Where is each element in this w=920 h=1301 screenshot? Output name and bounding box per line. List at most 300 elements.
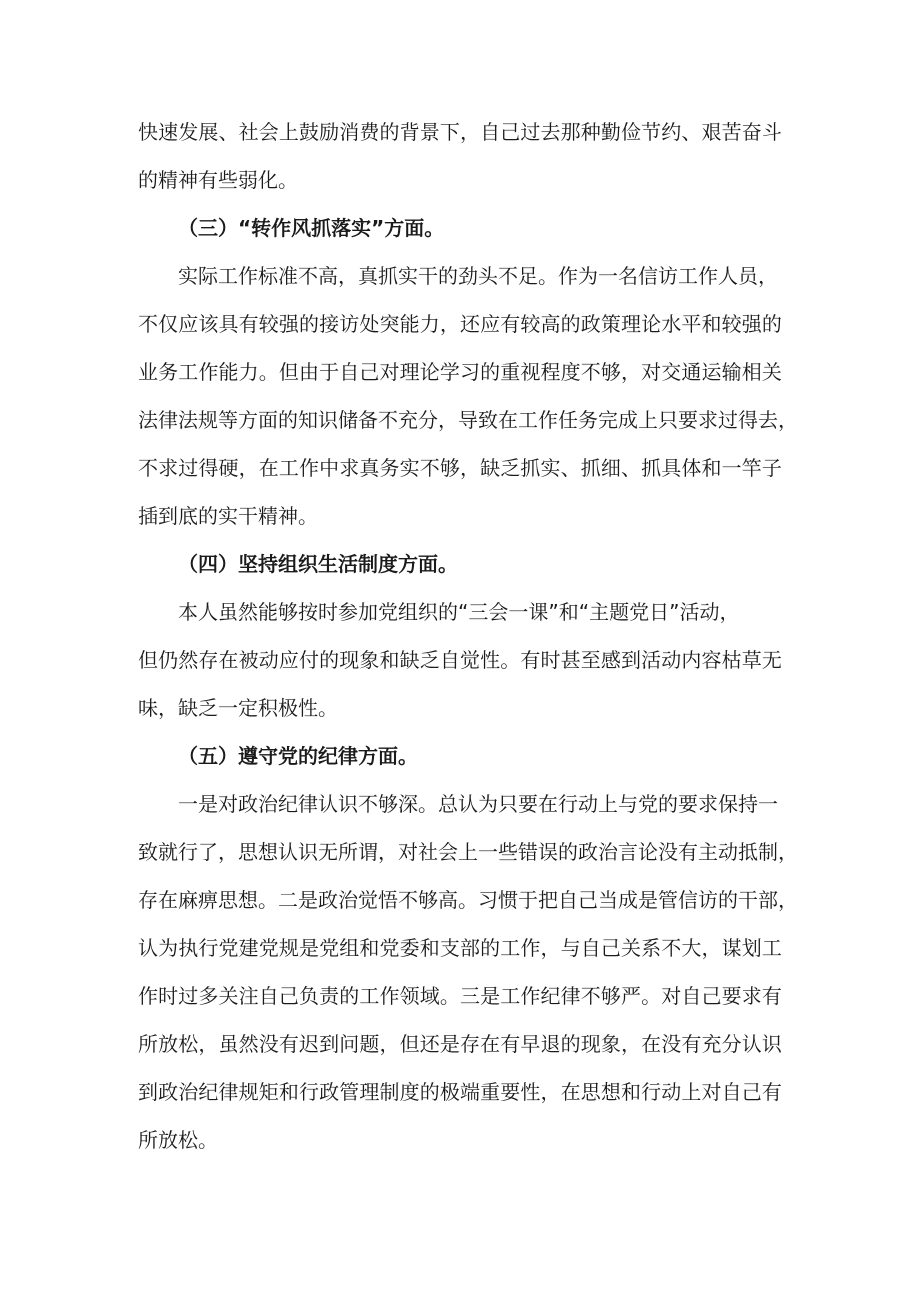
glyph: 较	[520, 312, 541, 336]
glyph: 对	[398, 840, 418, 864]
glyph: 求	[741, 984, 762, 1008]
glyph: 高	[438, 888, 458, 912]
glyph: 力	[238, 360, 259, 384]
glyph: 在	[258, 456, 279, 480]
glyph: 还	[419, 1032, 440, 1056]
glyph: 够	[418, 888, 438, 912]
glyph: 然	[178, 648, 199, 672]
glyph: 把	[538, 888, 558, 912]
glyph: 在	[560, 1080, 581, 1104]
glyph: 学	[439, 360, 460, 384]
glyph: 成	[618, 888, 638, 912]
glyph: 自	[681, 984, 702, 1008]
glyph: 过	[178, 984, 199, 1008]
glyph: ，	[778, 888, 798, 912]
glyph: 端	[460, 1080, 480, 1104]
glyph: 运	[701, 360, 722, 384]
glyph: 自	[258, 984, 279, 1008]
glyph: 重	[480, 1080, 501, 1104]
glyph: 过	[178, 456, 199, 480]
glyph: 虽	[218, 1032, 239, 1056]
glyph: 、	[621, 456, 641, 480]
glyph: 行	[641, 1080, 662, 1104]
glyph: 去	[540, 120, 561, 144]
glyph: 没	[258, 1032, 279, 1056]
glyph: 分	[721, 1032, 742, 1056]
glyph: 于	[518, 888, 538, 912]
glyph: 动	[661, 648, 682, 672]
glyph: 抓	[520, 456, 541, 480]
glyph: 还	[460, 312, 480, 336]
glyph: 不	[580, 360, 601, 384]
glyph: 只	[658, 408, 678, 432]
glyph: 律	[158, 408, 178, 432]
glyph: 己	[359, 360, 380, 384]
glyph: ，	[379, 1032, 400, 1056]
glyph: 仅	[158, 312, 179, 336]
glyph: 不	[138, 456, 158, 480]
glyph: 和	[278, 1080, 299, 1104]
glyph: 是	[638, 888, 658, 912]
glyph: 思	[218, 888, 238, 912]
glyph: 纪	[198, 1080, 219, 1104]
glyph: 充	[398, 408, 418, 432]
paragraph-line: 实际工作标准不高，真抓实干的劲头不足。作为一名信访工作人员，	[178, 264, 778, 288]
glyph: 严	[621, 984, 641, 1008]
glyph: 与	[560, 936, 581, 960]
glyph: 实	[399, 456, 420, 480]
glyph: 和	[359, 936, 380, 960]
glyph: 艰	[701, 120, 722, 144]
section-heading-5: （五）遵守党的纪律方面。	[178, 744, 418, 768]
glyph: 多	[198, 984, 219, 1008]
glyph: 务	[379, 456, 400, 480]
glyph: 问	[339, 1032, 360, 1056]
glyph: 导	[458, 408, 478, 432]
glyph: 过	[520, 120, 541, 144]
glyph: 责	[319, 984, 340, 1008]
glyph: 象	[359, 648, 380, 672]
glyph: ，	[621, 1032, 641, 1056]
glyph: 党	[379, 936, 400, 960]
glyph: 中	[319, 456, 340, 480]
glyph: 工	[761, 936, 782, 960]
glyph: 被	[238, 648, 259, 672]
glyph: 强	[278, 312, 299, 336]
glyph: 不	[661, 936, 682, 960]
glyph: 俭	[621, 120, 641, 144]
glyph: 面	[258, 408, 278, 432]
glyph: 和	[621, 1080, 641, 1104]
glyph: 的	[558, 840, 578, 864]
glyph: 觉	[358, 888, 378, 912]
glyph: 作	[299, 456, 319, 480]
glyph: 竿	[741, 456, 762, 480]
glyph: 成	[618, 408, 638, 432]
glyph: 动	[718, 840, 738, 864]
glyph: 分	[418, 408, 438, 432]
glyph: 组	[339, 936, 360, 960]
glyph: 平	[681, 312, 702, 336]
glyph: 够	[600, 360, 621, 384]
glyph: 己	[278, 984, 299, 1008]
glyph: 规	[198, 408, 218, 432]
glyph: 内	[681, 648, 702, 672]
glyph: 致	[138, 840, 158, 864]
glyph: 要	[721, 984, 742, 1008]
glyph: 律	[218, 1080, 239, 1104]
glyph: 论	[641, 312, 662, 336]
glyph: 斗	[761, 120, 782, 144]
glyph: 习	[478, 888, 498, 912]
glyph: 工	[500, 936, 521, 960]
glyph: 不	[138, 312, 158, 336]
glyph: 得	[198, 456, 219, 480]
glyph: 时	[540, 648, 561, 672]
glyph: 上	[681, 1080, 702, 1104]
glyph: 、	[218, 120, 239, 144]
glyph: 的	[560, 1032, 581, 1056]
glyph: 展	[198, 120, 219, 144]
glyph: 感	[600, 648, 621, 672]
glyph: 自	[580, 936, 601, 960]
glyph: 具	[661, 456, 682, 480]
glyph: 接	[319, 312, 340, 336]
glyph: 鼓	[299, 120, 319, 144]
glyph: 强	[741, 312, 762, 336]
glyph: 系	[641, 936, 662, 960]
glyph: 在	[498, 408, 518, 432]
glyph: 在	[218, 648, 239, 672]
glyph: 消	[339, 120, 360, 144]
glyph: 工	[178, 360, 199, 384]
glyph: 觉	[460, 648, 480, 672]
glyph: 要	[500, 1080, 521, 1104]
glyph: 和	[701, 456, 722, 480]
glyph: 执	[178, 936, 199, 960]
glyph: 划	[741, 936, 762, 960]
glyph: 不	[419, 456, 440, 480]
glyph: 、	[681, 120, 702, 144]
glyph: 和	[379, 648, 400, 672]
glyph: 重	[500, 360, 521, 384]
glyph: 的	[319, 648, 340, 672]
glyph: 管	[658, 888, 678, 912]
glyph: 该	[198, 312, 219, 336]
glyph: 二	[278, 888, 298, 912]
glyph: 乏	[500, 456, 521, 480]
glyph: 没	[661, 1032, 682, 1056]
glyph: 是	[480, 984, 501, 1008]
glyph: 勤	[600, 120, 621, 144]
glyph: 度	[560, 360, 581, 384]
glyph: 硬	[218, 456, 239, 480]
glyph: 对	[641, 360, 662, 384]
glyph: 抵	[738, 840, 758, 864]
glyph: 访	[698, 888, 718, 912]
glyph: 注	[238, 984, 259, 1008]
glyph: 习	[460, 360, 480, 384]
glyph: 会	[438, 840, 458, 864]
glyph: 访	[339, 312, 360, 336]
glyph: 社	[418, 840, 438, 864]
glyph: 早	[520, 1032, 541, 1056]
glyph: 规	[278, 936, 299, 960]
glyph: 治	[598, 840, 618, 864]
glyph: 作	[379, 984, 400, 1008]
glyph: 备	[358, 408, 378, 432]
glyph: 错	[518, 840, 538, 864]
glyph: 通	[681, 360, 702, 384]
glyph: 理	[399, 360, 420, 384]
paragraph-line	[138, 454, 782, 482]
glyph: ，	[701, 936, 722, 960]
glyph: 付	[299, 648, 319, 672]
glyph: 抓	[580, 456, 601, 480]
glyph: 务	[578, 408, 598, 432]
glyph: 节	[641, 120, 662, 144]
glyph: 草	[741, 648, 762, 672]
glyph: 。	[258, 888, 278, 912]
glyph: 关	[218, 984, 239, 1008]
glyph: 理	[359, 1080, 380, 1104]
glyph: 在	[641, 1032, 662, 1056]
glyph: 误	[538, 840, 558, 864]
glyph: 但	[138, 648, 158, 672]
glyph: 发	[178, 120, 199, 144]
glyph: 领	[399, 984, 420, 1008]
glyph: 但	[278, 360, 299, 384]
paragraph-line	[138, 118, 782, 146]
glyph: 认	[278, 840, 298, 864]
glyph: 完	[598, 408, 618, 432]
glyph: 和	[701, 312, 722, 336]
glyph: ，	[540, 936, 561, 960]
glyph: 政	[578, 840, 598, 864]
glyph: 三	[460, 984, 480, 1008]
glyph: 工	[359, 984, 380, 1008]
glyph: 程	[540, 360, 561, 384]
paragraph-line: 插到底的实干精神。	[138, 504, 318, 528]
glyph: 速	[158, 120, 179, 144]
glyph: 想	[238, 888, 258, 912]
glyph: ，	[218, 840, 238, 864]
glyph: 自	[721, 1080, 742, 1104]
glyph: 细	[600, 456, 621, 480]
glyph: 工	[518, 408, 538, 432]
glyph: 。	[641, 984, 662, 1008]
paragraph-line	[138, 838, 798, 866]
glyph: 想	[258, 840, 278, 864]
glyph: 策	[600, 312, 621, 336]
glyph: 政	[158, 1080, 179, 1104]
glyph: 己	[701, 984, 722, 1008]
glyph: 一	[478, 840, 498, 864]
glyph: 奋	[741, 120, 762, 144]
glyph: 现	[339, 648, 360, 672]
glyph: 无	[318, 840, 338, 864]
glyph: 信	[678, 888, 698, 912]
glyph: 建	[238, 936, 259, 960]
glyph: 认	[741, 1032, 762, 1056]
glyph: 突	[379, 312, 400, 336]
glyph: 不	[398, 888, 418, 912]
glyph: 党	[258, 936, 279, 960]
glyph: 认	[138, 936, 158, 960]
glyph: 仍	[158, 648, 179, 672]
glyph: 甚	[560, 648, 581, 672]
glyph: ，	[540, 1080, 561, 1104]
glyph: 对	[701, 1080, 722, 1104]
glyph: 那	[560, 120, 581, 144]
glyph: 够	[439, 456, 460, 480]
glyph: 的	[718, 888, 738, 912]
glyph: 当	[598, 888, 618, 912]
glyph: 具	[218, 312, 239, 336]
glyph: 高	[540, 312, 561, 336]
glyph: 存	[460, 1032, 480, 1056]
glyph: 党	[319, 936, 340, 960]
glyph: 致	[478, 408, 498, 432]
glyph: 较	[721, 312, 742, 336]
glyph: 务	[158, 360, 179, 384]
glyph: 不	[580, 984, 601, 1008]
glyph: ，	[460, 120, 480, 144]
glyph: 治	[178, 1080, 199, 1104]
glyph: 充	[701, 1032, 722, 1056]
glyph: 为	[158, 936, 179, 960]
glyph: 有	[500, 312, 521, 336]
glyph: 退	[540, 1032, 561, 1056]
glyph: 。	[439, 984, 460, 1008]
glyph: 得	[738, 408, 758, 432]
paragraph-line: 的精神有些弱化。	[138, 168, 298, 192]
glyph: 迟	[299, 1032, 319, 1056]
glyph: 法	[178, 408, 198, 432]
glyph: 言	[618, 840, 638, 864]
glyph: 无	[761, 648, 782, 672]
glyph: 真	[359, 456, 380, 480]
glyph: 支	[439, 936, 460, 960]
glyph: 部	[758, 888, 778, 912]
glyph: 。	[258, 360, 279, 384]
glyph: 费	[359, 120, 380, 144]
glyph: 交	[661, 360, 682, 384]
glyph: 治	[338, 888, 358, 912]
glyph: 有	[238, 312, 259, 336]
glyph: 域	[419, 984, 440, 1008]
glyph: 水	[661, 312, 682, 336]
glyph: 缺	[480, 456, 501, 480]
glyph: 党	[218, 936, 239, 960]
glyph: 一	[721, 456, 742, 480]
glyph: 负	[299, 984, 319, 1008]
glyph: 枯	[721, 648, 742, 672]
glyph: 到	[621, 648, 641, 672]
glyph: 管	[339, 1080, 360, 1104]
glyph: 抓	[641, 456, 662, 480]
paragraph-line: 一是对政治纪律认识不够深。总认为只要在行动上与党的要求保持一	[178, 792, 778, 816]
glyph: 作	[538, 408, 558, 432]
glyph: 去	[758, 408, 778, 432]
glyph: 度	[399, 1080, 420, 1104]
glyph: 自	[339, 360, 360, 384]
glyph: 纪	[540, 984, 561, 1008]
glyph: 想	[600, 1080, 621, 1104]
glyph: 极	[439, 1080, 460, 1104]
glyph: 己	[578, 888, 598, 912]
glyph: 苦	[721, 120, 742, 144]
glyph: 己	[600, 936, 621, 960]
glyph: 快	[138, 120, 158, 144]
paragraph-line	[138, 934, 782, 962]
glyph: 工	[278, 456, 299, 480]
glyph: 能	[399, 312, 420, 336]
glyph: 有	[500, 1032, 521, 1056]
glyph: 的	[339, 984, 360, 1008]
paragraph-line	[138, 886, 798, 914]
glyph: 就	[158, 840, 178, 864]
glyph: 有	[761, 984, 782, 1008]
glyph: 痹	[198, 888, 218, 912]
glyph: 论	[638, 840, 658, 864]
glyph: 识	[298, 840, 318, 864]
glyph: 关	[621, 936, 641, 960]
glyph: 作	[198, 360, 219, 384]
glyph: 行	[198, 936, 219, 960]
glyph: 麻	[178, 888, 198, 912]
glyph: 矩	[258, 1080, 279, 1104]
glyph: 有	[520, 648, 541, 672]
glyph: 励	[319, 120, 340, 144]
glyph: 应	[278, 648, 299, 672]
glyph: 背	[399, 120, 420, 144]
glyph: 、	[560, 456, 581, 480]
glyph: 的	[480, 936, 501, 960]
glyph: 政	[580, 312, 601, 336]
glyph: 容	[701, 648, 722, 672]
glyph: 求	[339, 456, 360, 480]
glyph: 种	[580, 120, 601, 144]
glyph: 惯	[498, 888, 518, 912]
glyph: 储	[338, 408, 358, 432]
glyph: 等	[218, 408, 238, 432]
glyph: 的	[560, 312, 581, 336]
glyph: 作	[138, 984, 158, 1008]
glyph: 实	[540, 456, 561, 480]
glyph: 过	[718, 408, 738, 432]
paragraph-line	[138, 406, 798, 434]
glyph: 谋	[721, 936, 742, 960]
glyph: 社	[238, 120, 259, 144]
glyph: 的	[299, 312, 319, 336]
glyph: 是	[439, 1032, 460, 1056]
section-heading-3: （三）“转作风抓落实”方面。	[178, 216, 445, 240]
glyph: 求	[698, 408, 718, 432]
glyph: 较	[258, 312, 279, 336]
glyph: 和	[419, 936, 440, 960]
glyph: 了	[198, 840, 218, 864]
glyph: 的	[278, 408, 298, 432]
glyph: 应	[480, 312, 501, 336]
glyph: 有	[278, 1032, 299, 1056]
glyph: 律	[560, 984, 581, 1008]
glyph: 委	[399, 936, 420, 960]
glyph: 够	[600, 984, 621, 1008]
paragraph-line	[138, 358, 782, 386]
glyph: 规	[238, 1080, 259, 1104]
glyph: 性	[480, 648, 501, 672]
